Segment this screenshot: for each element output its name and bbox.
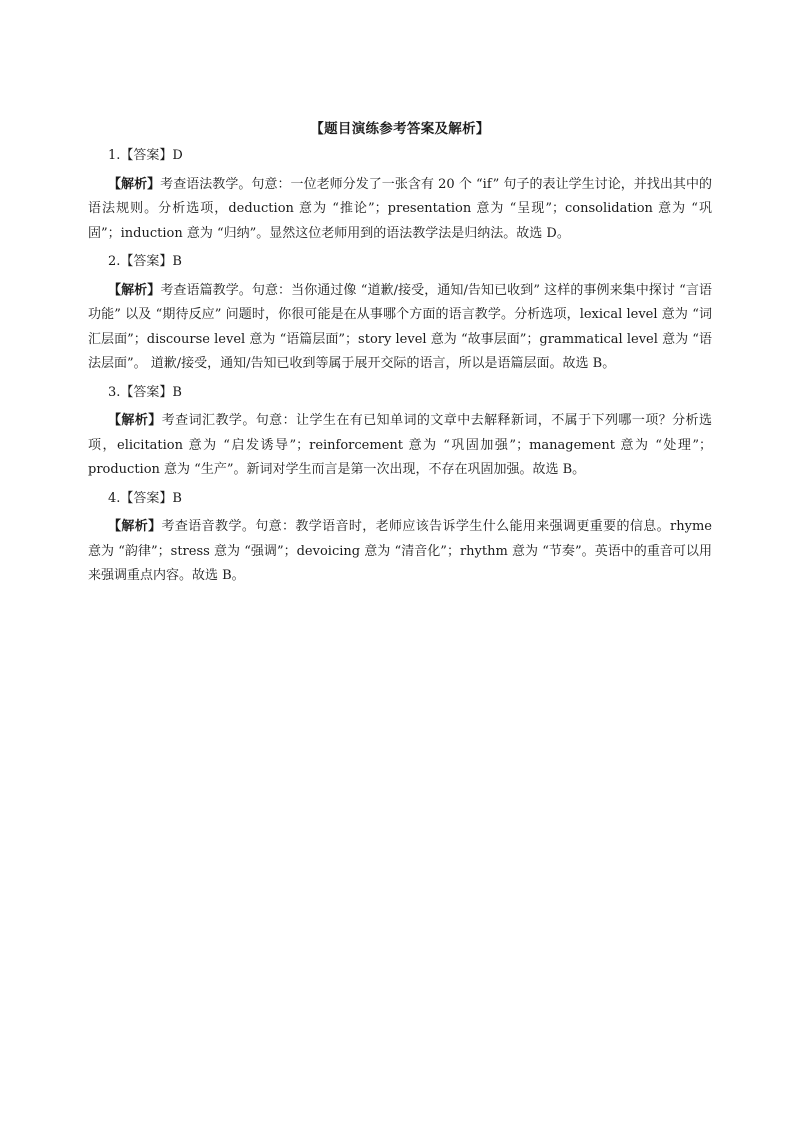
analysis-text: 考查语篇教学。句意：当你通过像 “道歉/接受，通知/告知已收到” 这样的事例来集中探讨 “言语功能” 以及 “期待反应” 问题时，你很可能是在从事哪个方面的语言教学。分析选项，lexical level 意为 “词汇层面”；discourse level 意为 “语篇层面”；story level 意为 “故事层面”；grammatical level 意为 “语法层面”。 道歉/接受，通知/告知已收到等属于展开交际的语言，所以是语篇层面。故选 B。 [88,282,712,371]
analysis-paragraph-1 [88,173,712,247]
answer-label-2: 2.【答案】B [108,254,182,269]
analysis-text: 考查语法教学。句意：一位老师分发了一张含有 20 个 “if” 句子的表让学生讨论，并找出其中的语法规则。分析选项，deduction 意为 “推论”；presentation 意为 “呈现”；consolidation 意为 “巩固”；induction 意为 “归纳”。显然这位老师用到的语法教学法是归纳法。故选 D。 [88,176,712,241]
analysis-tag: 【解析】 [108,282,161,298]
page-title: 【题目演练参考答案及解析】 [310,121,490,137]
analysis-paragraph-3 [88,409,712,483]
analysis-tag: 【解析】 [108,176,161,192]
answer-label-4: 4.【答案】B [108,490,182,506]
analysis-paragraph-2 [88,279,712,377]
analysis-text: 考查语音教学。句意：教学语音时，老师应该告诉学生什么能用来强调更重要的信息。rhyme 意为 “韵律”；stress 意为 “强调”；devoicing 意为 “清音化”；rhythm 意为 “节奏”。英语中的重音可以用来强调重点内容。故选 B。 [88,519,712,583]
analysis-text: 考查词汇教学。句意：让学生在有已知单词的文章中去解释新词，不属于下列哪一项？分析选项，elicitation 意为 “启发诱导”；reinforcement 意为 “巩固加强”；management 意为 “处理”；production 意为 “生产”。新词对学生而言是第一次出现，不存在巩固加强。故选 B。 [88,413,712,477]
answer-section [88,144,712,593]
analysis-tag: 【解析】 [108,519,162,534]
analysis-paragraph-4 [88,515,712,589]
answer-label-1: 1.【答案】D [108,148,183,163]
answer-label-3: 3.【答案】B [108,384,182,400]
analysis-tag: 【解析】 [108,413,162,428]
